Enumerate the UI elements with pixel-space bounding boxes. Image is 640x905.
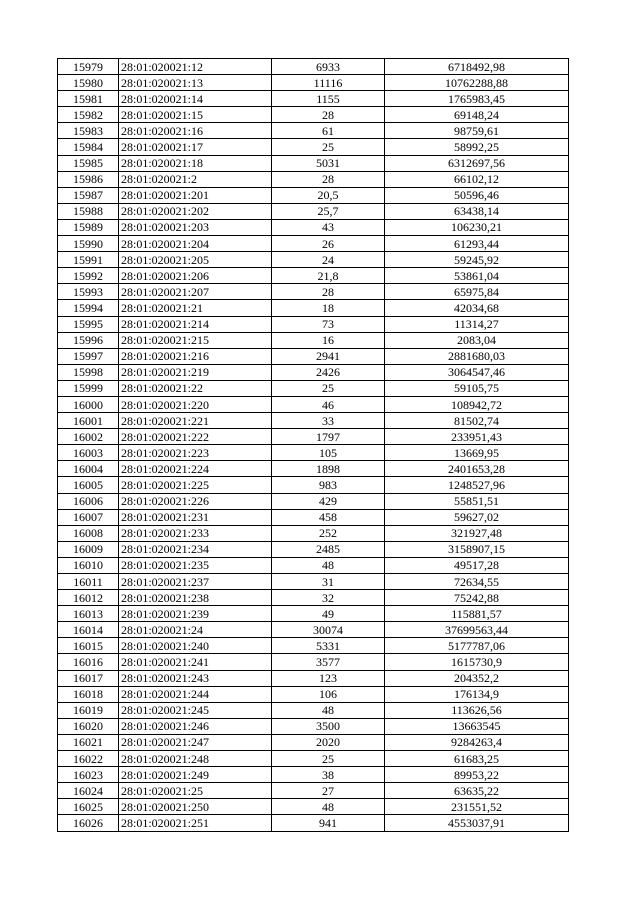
- area-cell: 25: [272, 380, 385, 396]
- area-cell: 48: [272, 799, 385, 815]
- cadastral-number-cell: 28:01:020021:220: [119, 396, 272, 412]
- value-cell: 3064547,46: [385, 364, 569, 380]
- value-cell: 55851,51: [385, 493, 569, 509]
- area-cell: 1155: [272, 91, 385, 107]
- table-row: [58, 268, 569, 284]
- cadastral-number-cell: 28:01:020021:202: [119, 203, 272, 219]
- value-cell: 1248527,96: [385, 477, 569, 493]
- table-row: [58, 123, 569, 139]
- row-number-cell: 15997: [58, 348, 119, 364]
- value-cell: 13669,95: [385, 445, 569, 461]
- value-cell: 6312697,56: [385, 155, 569, 171]
- cadastral-number-cell: 28:01:020021:216: [119, 348, 272, 364]
- cadastral-number-cell: 28:01:020021:239: [119, 606, 272, 622]
- table-row: [58, 686, 569, 702]
- area-cell: 252: [272, 525, 385, 541]
- area-cell: 429: [272, 493, 385, 509]
- table-row: [58, 638, 569, 654]
- cadastral-number-cell: 28:01:020021:240: [119, 638, 272, 654]
- row-number-cell: 15981: [58, 91, 119, 107]
- table-row: [58, 316, 569, 332]
- value-cell: 81502,74: [385, 413, 569, 429]
- area-cell: 26: [272, 236, 385, 252]
- cadastral-number-cell: 28:01:020021:224: [119, 461, 272, 477]
- area-cell: 123: [272, 670, 385, 686]
- value-cell: 11314,27: [385, 316, 569, 332]
- cadastral-number-cell: 28:01:020021:233: [119, 525, 272, 541]
- area-cell: 2941: [272, 348, 385, 364]
- cadastral-number-cell: 28:01:020021:223: [119, 445, 272, 461]
- value-cell: 89953,22: [385, 767, 569, 783]
- area-cell: 458: [272, 509, 385, 525]
- area-cell: 28: [272, 171, 385, 187]
- cadastral-number-cell: 28:01:020021:203: [119, 219, 272, 235]
- value-cell: 233951,43: [385, 429, 569, 445]
- row-number-cell: 16013: [58, 606, 119, 622]
- cadastral-number-cell: 28:01:020021:16: [119, 123, 272, 139]
- cadastral-number-cell: 28:01:020021:251: [119, 815, 272, 831]
- area-cell: 27: [272, 783, 385, 799]
- table-row: [58, 509, 569, 525]
- value-cell: 204352,2: [385, 670, 569, 686]
- table-row: [58, 718, 569, 734]
- table-row: [58, 284, 569, 300]
- cadastral-number-cell: 28:01:020021:21: [119, 300, 272, 316]
- table-row: [58, 75, 569, 91]
- table-row: [58, 413, 569, 429]
- row-number-cell: 16003: [58, 445, 119, 461]
- cadastral-number-cell: 28:01:020021:207: [119, 284, 272, 300]
- row-number-cell: 16017: [58, 670, 119, 686]
- row-number-cell: 15993: [58, 284, 119, 300]
- area-cell: 28: [272, 284, 385, 300]
- area-cell: 106: [272, 686, 385, 702]
- value-cell: 59105,75: [385, 380, 569, 396]
- row-number-cell: 15990: [58, 236, 119, 252]
- value-cell: 72634,55: [385, 574, 569, 590]
- value-cell: 69148,24: [385, 107, 569, 123]
- value-cell: 4553037,91: [385, 815, 569, 831]
- value-cell: 2083,04: [385, 332, 569, 348]
- area-cell: 3500: [272, 718, 385, 734]
- area-cell: 16: [272, 332, 385, 348]
- value-cell: 231551,52: [385, 799, 569, 815]
- cadastral-number-cell: 28:01:020021:204: [119, 236, 272, 252]
- table-row: [58, 364, 569, 380]
- area-cell: 73: [272, 316, 385, 332]
- value-cell: 321927,48: [385, 525, 569, 541]
- area-cell: 105: [272, 445, 385, 461]
- area-cell: 941: [272, 815, 385, 831]
- table-row: [58, 606, 569, 622]
- row-number-cell: 16016: [58, 654, 119, 670]
- cadastral-number-cell: 28:01:020021:245: [119, 702, 272, 718]
- area-cell: 6933: [272, 59, 385, 75]
- cadastral-number-cell: 28:01:020021:17: [119, 139, 272, 155]
- table-row: [58, 493, 569, 509]
- row-number-cell: 16008: [58, 525, 119, 541]
- row-number-cell: 16001: [58, 413, 119, 429]
- row-number-cell: 15983: [58, 123, 119, 139]
- table-row: [58, 348, 569, 364]
- cadastral-number-cell: 28:01:020021:225: [119, 477, 272, 493]
- table-row: [58, 380, 569, 396]
- cadastral-number-cell: 28:01:020021:206: [119, 268, 272, 284]
- table-row: [58, 815, 569, 831]
- area-cell: 2485: [272, 541, 385, 557]
- table-row: [58, 91, 569, 107]
- table-row: [58, 477, 569, 493]
- table-row: [58, 187, 569, 203]
- table-row: [58, 557, 569, 573]
- row-number-cell: 16009: [58, 541, 119, 557]
- area-cell: 1898: [272, 461, 385, 477]
- table-row: [58, 702, 569, 718]
- area-cell: 18: [272, 300, 385, 316]
- cadastral-number-cell: 28:01:020021:18: [119, 155, 272, 171]
- table-row: [58, 429, 569, 445]
- row-number-cell: 16005: [58, 477, 119, 493]
- area-cell: 49: [272, 606, 385, 622]
- row-number-cell: 15995: [58, 316, 119, 332]
- area-cell: 24: [272, 252, 385, 268]
- value-cell: 106230,21: [385, 219, 569, 235]
- row-number-cell: 16006: [58, 493, 119, 509]
- row-number-cell: 16012: [58, 590, 119, 606]
- cadastral-number-cell: 28:01:020021:2: [119, 171, 272, 187]
- area-cell: 61: [272, 123, 385, 139]
- cadastral-number-cell: 28:01:020021:221: [119, 413, 272, 429]
- area-cell: 43: [272, 219, 385, 235]
- area-cell: 46: [272, 396, 385, 412]
- value-cell: 2401653,28: [385, 461, 569, 477]
- area-cell: 5031: [272, 155, 385, 171]
- row-number-cell: 15982: [58, 107, 119, 123]
- value-cell: 5177787,06: [385, 638, 569, 654]
- area-cell: 25,7: [272, 203, 385, 219]
- value-cell: 59627,02: [385, 509, 569, 525]
- cadastral-number-cell: 28:01:020021:241: [119, 654, 272, 670]
- value-cell: 113626,56: [385, 702, 569, 718]
- area-cell: 33: [272, 413, 385, 429]
- area-cell: 21,8: [272, 268, 385, 284]
- row-number-cell: 15985: [58, 155, 119, 171]
- value-cell: 65975,84: [385, 284, 569, 300]
- table-row: [58, 541, 569, 557]
- value-cell: 49517,28: [385, 557, 569, 573]
- value-cell: 61293,44: [385, 236, 569, 252]
- area-cell: 3577: [272, 654, 385, 670]
- row-number-cell: 16014: [58, 622, 119, 638]
- cadastral-number-cell: 28:01:020021:247: [119, 734, 272, 750]
- cadastral-number-cell: 28:01:020021:15: [119, 107, 272, 123]
- row-number-cell: 16026: [58, 815, 119, 831]
- value-cell: 63635,22: [385, 783, 569, 799]
- row-number-cell: 16025: [58, 799, 119, 815]
- area-cell: 5331: [272, 638, 385, 654]
- data-table: [57, 58, 569, 832]
- table-row: [58, 799, 569, 815]
- table-row: [58, 670, 569, 686]
- cadastral-number-cell: 28:01:020021:14: [119, 91, 272, 107]
- value-cell: 3158907,15: [385, 541, 569, 557]
- row-number-cell: 15996: [58, 332, 119, 348]
- table-row: [58, 654, 569, 670]
- value-cell: 53861,04: [385, 268, 569, 284]
- value-cell: 37699563,44: [385, 622, 569, 638]
- table-row: [58, 622, 569, 638]
- table-row: [58, 171, 569, 187]
- row-number-cell: 16023: [58, 767, 119, 783]
- row-number-cell: 16004: [58, 461, 119, 477]
- table-row: [58, 783, 569, 799]
- value-cell: 6718492,98: [385, 59, 569, 75]
- cadastral-number-cell: 28:01:020021:244: [119, 686, 272, 702]
- row-number-cell: 16007: [58, 509, 119, 525]
- value-cell: 2881680,03: [385, 348, 569, 364]
- value-cell: 75242,88: [385, 590, 569, 606]
- value-cell: 115881,57: [385, 606, 569, 622]
- table-row: [58, 445, 569, 461]
- area-cell: 11116: [272, 75, 385, 91]
- cadastral-number-cell: 28:01:020021:215: [119, 332, 272, 348]
- cadastral-number-cell: 28:01:020021:250: [119, 799, 272, 815]
- cadastral-number-cell: 28:01:020021:222: [119, 429, 272, 445]
- cadastral-number-cell: 28:01:020021:226: [119, 493, 272, 509]
- value-cell: 61683,25: [385, 751, 569, 767]
- cadastral-number-cell: 28:01:020021:249: [119, 767, 272, 783]
- table-row: [58, 751, 569, 767]
- area-cell: 48: [272, 557, 385, 573]
- row-number-cell: 15991: [58, 252, 119, 268]
- cadastral-number-cell: 28:01:020021:238: [119, 590, 272, 606]
- row-number-cell: 15999: [58, 380, 119, 396]
- value-cell: 1765983,45: [385, 91, 569, 107]
- area-cell: 32: [272, 590, 385, 606]
- value-cell: 58992,25: [385, 139, 569, 155]
- value-cell: 66102,12: [385, 171, 569, 187]
- row-number-cell: 15988: [58, 203, 119, 219]
- row-number-cell: 16018: [58, 686, 119, 702]
- value-cell: 63438,14: [385, 203, 569, 219]
- table-body: [58, 59, 569, 832]
- value-cell: 50596,46: [385, 187, 569, 203]
- value-cell: 108942,72: [385, 396, 569, 412]
- table-row: [58, 525, 569, 541]
- area-cell: 31: [272, 574, 385, 590]
- cadastral-number-cell: 28:01:020021:12: [119, 59, 272, 75]
- table-row: [58, 203, 569, 219]
- cadastral-number-cell: 28:01:020021:24: [119, 622, 272, 638]
- cadastral-number-cell: 28:01:020021:201: [119, 187, 272, 203]
- table-row: [58, 236, 569, 252]
- row-number-cell: 15989: [58, 219, 119, 235]
- row-number-cell: 16019: [58, 702, 119, 718]
- value-cell: 10762288,88: [385, 75, 569, 91]
- cadastral-number-cell: 28:01:020021:243: [119, 670, 272, 686]
- area-cell: 30074: [272, 622, 385, 638]
- row-number-cell: 15984: [58, 139, 119, 155]
- cadastral-number-cell: 28:01:020021:235: [119, 557, 272, 573]
- value-cell: 9284263,4: [385, 734, 569, 750]
- table-row: [58, 300, 569, 316]
- value-cell: 42034,68: [385, 300, 569, 316]
- cadastral-number-cell: 28:01:020021:22: [119, 380, 272, 396]
- table-row: [58, 590, 569, 606]
- table-row: [58, 219, 569, 235]
- row-number-cell: 16021: [58, 734, 119, 750]
- area-cell: 983: [272, 477, 385, 493]
- cadastral-number-cell: 28:01:020021:234: [119, 541, 272, 557]
- row-number-cell: 16000: [58, 396, 119, 412]
- row-number-cell: 15994: [58, 300, 119, 316]
- cadastral-number-cell: 28:01:020021:219: [119, 364, 272, 380]
- area-cell: 48: [272, 702, 385, 718]
- row-number-cell: 15979: [58, 59, 119, 75]
- row-number-cell: 16002: [58, 429, 119, 445]
- row-number-cell: 15986: [58, 171, 119, 187]
- cadastral-number-cell: 28:01:020021:205: [119, 252, 272, 268]
- value-cell: 13663545: [385, 718, 569, 734]
- row-number-cell: 15987: [58, 187, 119, 203]
- cadastral-number-cell: 28:01:020021:231: [119, 509, 272, 525]
- row-number-cell: 15998: [58, 364, 119, 380]
- table-row: [58, 139, 569, 155]
- row-number-cell: 16022: [58, 751, 119, 767]
- table-row: [58, 574, 569, 590]
- area-cell: 28: [272, 107, 385, 123]
- row-number-cell: 16010: [58, 557, 119, 573]
- cadastral-number-cell: 28:01:020021:248: [119, 751, 272, 767]
- row-number-cell: 15992: [58, 268, 119, 284]
- table-row: [58, 767, 569, 783]
- area-cell: 25: [272, 751, 385, 767]
- table-row: [58, 396, 569, 412]
- cadastral-number-cell: 28:01:020021:214: [119, 316, 272, 332]
- area-cell: 20,5: [272, 187, 385, 203]
- row-number-cell: 16024: [58, 783, 119, 799]
- table-row: [58, 107, 569, 123]
- table-row: [58, 155, 569, 171]
- cadastral-number-cell: 28:01:020021:13: [119, 75, 272, 91]
- value-cell: 1615730,9: [385, 654, 569, 670]
- row-number-cell: 16011: [58, 574, 119, 590]
- table-row: [58, 734, 569, 750]
- row-number-cell: 16015: [58, 638, 119, 654]
- area-cell: 38: [272, 767, 385, 783]
- table-row: [58, 252, 569, 268]
- value-cell: 98759,61: [385, 123, 569, 139]
- area-cell: 2020: [272, 734, 385, 750]
- table-row: [58, 59, 569, 75]
- area-cell: 2426: [272, 364, 385, 380]
- row-number-cell: 15980: [58, 75, 119, 91]
- cadastral-number-cell: 28:01:020021:237: [119, 574, 272, 590]
- row-number-cell: 16020: [58, 718, 119, 734]
- area-cell: 25: [272, 139, 385, 155]
- cadastral-number-cell: 28:01:020021:246: [119, 718, 272, 734]
- table-row: [58, 461, 569, 477]
- value-cell: 59245,92: [385, 252, 569, 268]
- cadastral-number-cell: 28:01:020021:25: [119, 783, 272, 799]
- value-cell: 176134,9: [385, 686, 569, 702]
- area-cell: 1797: [272, 429, 385, 445]
- table-row: [58, 332, 569, 348]
